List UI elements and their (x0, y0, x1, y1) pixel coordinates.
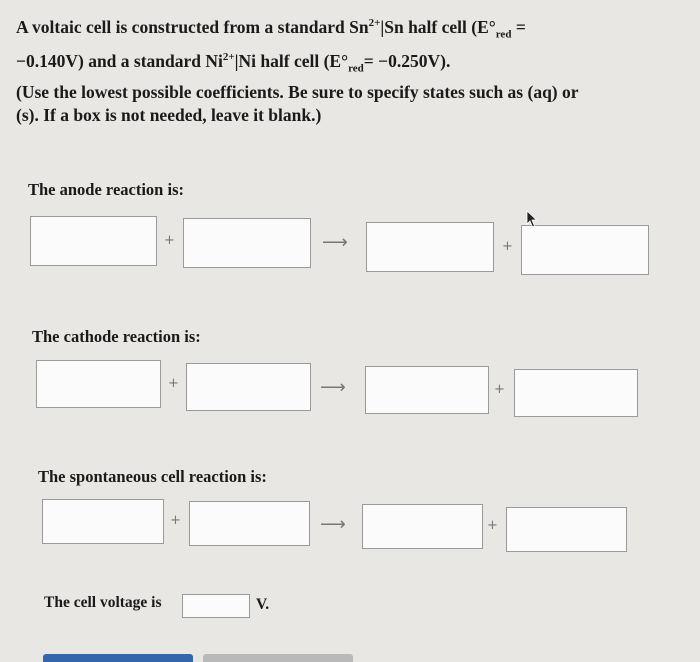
cell-voltage-input[interactable] (182, 594, 250, 618)
anode-product-1-input[interactable] (366, 222, 494, 272)
cathode-product-1-input[interactable] (365, 366, 489, 414)
question-line-3: (Use the lowest possible coefficients. Be sure to specify states such as (aq) or (16, 81, 579, 102)
spontaneous-product-1-input[interactable] (362, 504, 483, 549)
cathode-label: The cathode reaction is: (32, 327, 201, 346)
anode-label: The anode reaction is: (28, 180, 184, 199)
anode-arrow: ⟶ (322, 232, 348, 253)
mouse-cursor-icon (526, 210, 538, 228)
question-text (16, 12, 686, 127)
cathode-arrow: ⟶ (320, 377, 346, 398)
cathode-plus-2: + (494, 382, 505, 397)
spontaneous-label: The spontaneous cell reaction is: (38, 467, 267, 486)
spontaneous-reactant-1-input[interactable] (42, 499, 164, 544)
cathode-product-2-input[interactable] (514, 369, 638, 417)
spontaneous-plus-2: + (487, 518, 498, 533)
anode-plus-2: + (502, 239, 513, 254)
question-line-2: −0.140V) and a standard $Ni^{2+}|Ni$ half cell $(E^\circ_{red}= -0.250V)$. (16, 51, 451, 75)
question-line-4: (s). If a box is not needed, leave it blank.) (16, 104, 322, 125)
anode-reactant-1-input[interactable] (30, 216, 157, 266)
anode-reactant-2-input[interactable] (183, 218, 311, 268)
spontaneous-product-2-input[interactable] (506, 507, 627, 552)
cathode-plus-1: + (168, 376, 179, 391)
anode-product-2-input[interactable] (521, 225, 649, 275)
cathode-reactant-1-input[interactable] (36, 360, 161, 408)
spontaneous-plus-1: + (170, 513, 181, 528)
cathode-reactant-2-input[interactable] (186, 363, 311, 411)
cell-voltage-label: The cell voltage is (44, 594, 162, 611)
cell-voltage-unit: V. (256, 596, 270, 613)
spontaneous-arrow: ⟶ (320, 514, 346, 535)
spontaneous-reactant-2-input[interactable] (189, 501, 310, 546)
question-line-1: A voltaic cell is constructed from a standard $Sn^{2+}|Sn$ half cell ($E^\circ_{red}$ = (16, 16, 526, 41)
anode-plus-1: + (164, 233, 175, 248)
